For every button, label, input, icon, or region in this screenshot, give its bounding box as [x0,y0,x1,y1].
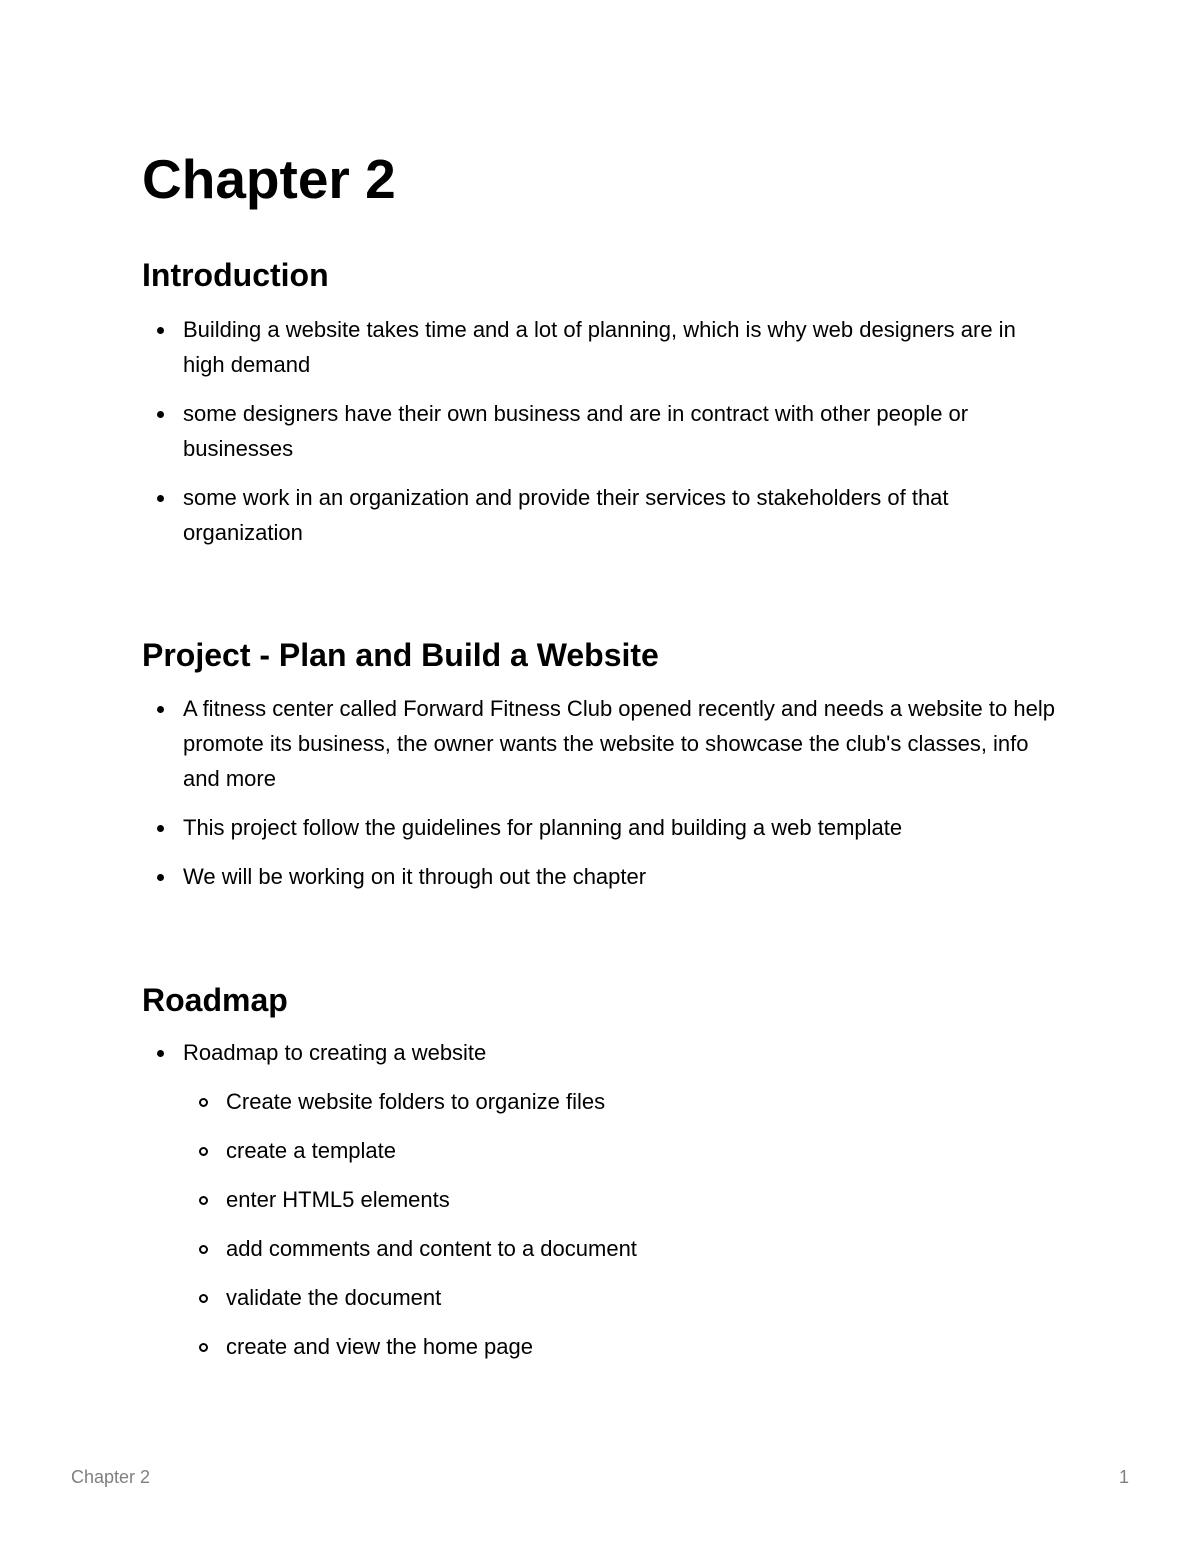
sublist-item [142,1231,1062,1266]
hollow-bullet-icon [199,1098,208,1107]
sublist-item-text: create a template [226,1138,396,1163]
list-item [142,859,1062,894]
sublist-item-text: Create website folders to organize files [226,1089,606,1114]
sublist-item-text: add comments and content to a document [226,1236,637,1261]
hollow-bullet-icon [199,1343,208,1352]
bullet-icon [157,874,164,881]
project-list [142,691,1062,908]
hollow-bullet-icon [199,1147,208,1156]
roadmap-list [142,1035,1062,1084]
list-item-text: A fitness center called Forward Fitness Club opened recently and needs a website to help promote its business, the owner wants the website to showcase the club's classes, info and more [183,696,1055,791]
list-item-text: This project follow the guidelines for planning and building a web template [183,815,903,840]
list-item [142,312,1062,382]
list-item-text: Building a website takes time and a lot of planning, which is why web designers are in high demand [183,317,1016,377]
hollow-bullet-icon [199,1196,208,1205]
sublist-item [142,1133,1062,1168]
list-item-text: We will be working on it through out the chapter [183,864,647,889]
bullet-icon [157,825,164,832]
bullet-icon [157,1050,164,1057]
list-item [142,480,1062,550]
sublist-item [142,1182,1062,1217]
list-item [142,691,1062,796]
footer-label: Chapter 2 [71,1467,151,1487]
bullet-icon [157,327,164,334]
sublist-item [142,1280,1062,1315]
section-heading-introduction: Introduction [142,257,329,293]
list-item-text: Roadmap to creating a website [183,1040,487,1065]
bullet-icon [157,411,164,418]
sublist-item [142,1084,1062,1119]
page-number: 1 [1118,1467,1129,1487]
section-heading-project: Project - Plan and Build a Website [142,637,659,673]
sublist-item-text: validate the document [226,1285,442,1310]
sublist-item-text: create and view the home page [226,1334,533,1359]
sublist-item [142,1329,1062,1364]
bullet-icon [157,706,164,713]
hollow-bullet-icon [199,1245,208,1254]
hollow-bullet-icon [199,1294,208,1303]
sublist-item-text: enter HTML5 elements [226,1187,450,1212]
list-item [142,396,1062,466]
list-item [142,1035,1062,1070]
bullet-icon [157,495,164,502]
introduction-list [142,312,1062,564]
section-heading-roadmap: Roadmap [142,982,288,1018]
page-title: Chapter 2 [142,148,396,210]
list-item [142,810,1062,845]
list-item-text: some work in an organization and provide their services to stakeholders of that organization [183,485,949,545]
list-item-text: some designers have their own business and are in contract with other people or businesses [183,401,969,461]
roadmap-sublist [142,1084,1062,1378]
